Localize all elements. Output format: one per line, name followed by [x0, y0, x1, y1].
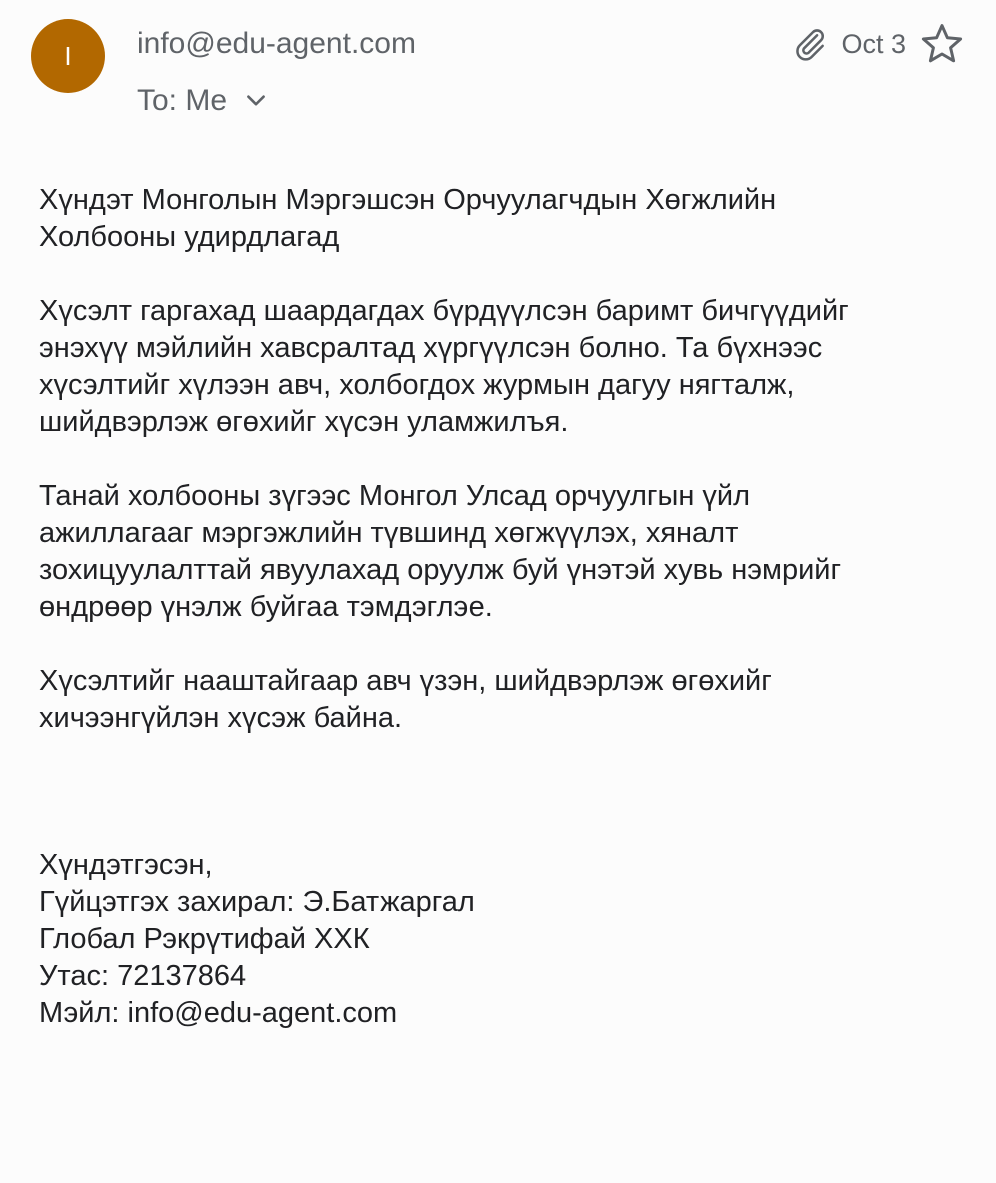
avatar-letter: I [64, 40, 72, 71]
email-header [0, 0, 996, 150]
recipient-label: To: Me [137, 84, 228, 117]
message-date: Oct 3 [841, 28, 906, 59]
signature-phone: Утас: 72137864 [39, 960, 247, 992]
body-paragraph: Хүсэлт гаргахад шаардагдах бүрдүүлсэн баримт бичгүүдийг энэхүү мэйлийн хавсралтад хүргүүлсэн болно. Та бүхнээс хүсэлтийг хүлээн авч, холбогдох журмын дагуу нягталж, шийдвэрлэж өгөхийг хүсэн уламжилъя. [39, 295, 849, 438]
sender-address[interactable]: info@edu-agent.com [137, 27, 416, 60]
signature-email: Мэйл: info@edu-agent.com [39, 997, 398, 1029]
signature [39, 847, 959, 1032]
message-meta [791, 20, 966, 68]
avatar[interactable] [31, 19, 105, 93]
chevron-down-icon [243, 88, 269, 114]
signature-title: Гүйцэтгэх захирал: Э.Батжаргал [39, 886, 475, 918]
signature-closing: Хүндэтгэсэн, [39, 849, 213, 881]
recipient-toggle[interactable] [137, 84, 269, 118]
star-icon[interactable] [918, 20, 966, 68]
body-paragraph: Хүсэлтийг нааштайгаар авч үзэн, шийдвэрлэж өгөхийг хичээнгүйлэн хүсэж байна. [39, 665, 772, 734]
message-body [39, 182, 959, 1032]
body-paragraph: Танай холбооны зүгээс Монгол Улсад орчуулгын үйл ажиллагааг мэргэжлийн түвшинд хөгжүүлэх, хяналт зохицуулалттай явуулахад оруулж буй үнэтэй хувь нэмрийг өндрөөр үнэлж буйгаа тэмдэглэе. [39, 480, 842, 623]
greeting: Хүндэт Монголын Мэргэшсэн Орчуулагчдын Хөгжлийн Холбооны удирдлагад [39, 184, 777, 253]
signature-company: Глобал Рэкрүтифай ХХК [39, 923, 370, 955]
paperclip-icon [791, 25, 829, 63]
